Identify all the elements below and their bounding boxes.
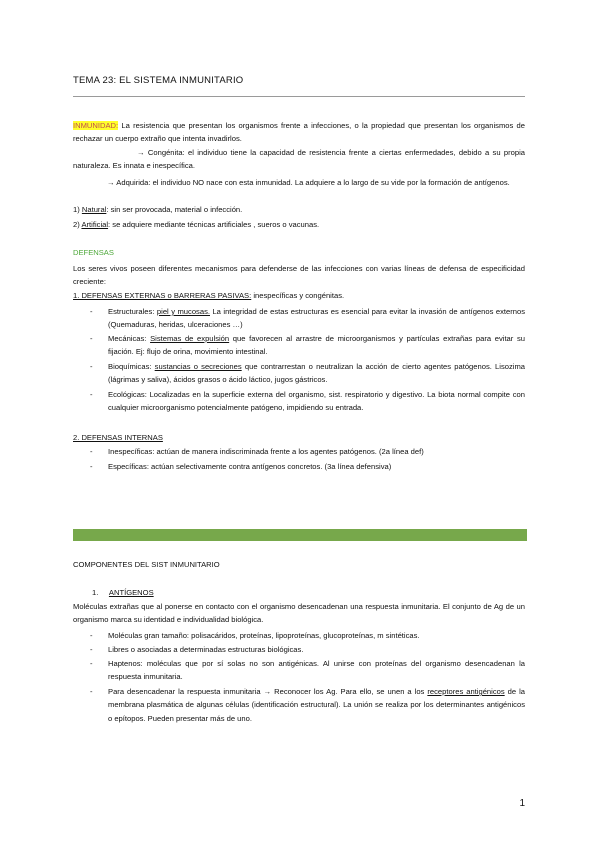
bullet-dash: - [90, 390, 93, 399]
bullet-dash: - [90, 687, 93, 696]
natural-line [73, 203, 525, 216]
bullet-dash: - [90, 362, 93, 371]
item-text-tail: La integridad de estas estructuras es esencial para evitar la invasión de antígenos externos (Quemaduras, heridas, ulceraciones …) [108, 307, 525, 330]
antigenos-number: 1. [92, 588, 99, 597]
item-underlined: sustancias o secreciones [154, 362, 242, 371]
inmunidad-text: La resistencia que presentan los organismos frente a infecciones, o la propiedad que presentan los organismos de rechazar un cuerpo extraño que intenta invadirlos. [73, 121, 525, 144]
inmunidad-label: INMUNIDAD: [73, 121, 119, 130]
list-item: Libres o asociadas a determinadas estructuras biológicas. [108, 645, 304, 654]
item-text: Para desencadenar la respuesta inmunitaria → Reconocer los Ag. Para ello, se unen a los [108, 687, 428, 696]
item-text: Bioquímicas: [108, 362, 155, 371]
adquirida-paragraph: → Adquirida: el individuo NO nace con esta inmunidad. La adquiere a lo largo de su vide por la formación de antígenos. [107, 178, 510, 187]
natural-label: Natural [81, 205, 107, 214]
artificial-label: Artificial [81, 220, 109, 229]
list-item [108, 360, 525, 387]
bullet-dash: - [90, 631, 93, 640]
natural-prefix: 1) [73, 205, 82, 214]
bullet-dash: - [90, 659, 93, 668]
item-text-tail: que contrarrestan o neutralizan la acción de cierto agentes patógenos. Lisozima (lágrimas y saliva), ácidos grasos o ácido láctico, jugos gástricos. [108, 362, 526, 385]
componentes-heading: COMPONENTES DEL SIST INMUNITARIO [73, 560, 220, 569]
artificial-prefix: 2) [73, 220, 82, 229]
bullet-dash: - [90, 447, 93, 456]
item-text: Ecológicas: Localizadas en la superficie externa del organismo, sist. respiratorio y digestivo. La biota normal compite con cualquier microorganismo potencialmente patógeno, impidiendo su entrada. [108, 390, 525, 413]
list-item: Haptenos: moléculas que por sí solas no son antigénicas. Al unirse con proteínas del organismo desencadenan la respuesta inmunitaria. [108, 659, 525, 682]
bullet-dash: - [90, 334, 93, 343]
bullet-dash: - [90, 462, 93, 471]
antigenos-intro: Moléculas extrañas que al ponerse en contacto con el organismo desencadenan una respuesta inmunitaria. El conjunto de Ag de un organismo marca su identidad e individualidad biológica. [73, 602, 525, 625]
antigenos-label: ANTÍGENOS [108, 588, 154, 597]
externas-rest: inespecíficas y congénitas. [251, 291, 345, 300]
defensas-intro: Los seres vivos poseen diferentes mecanismos para defenderse de las infecciones con varias líneas de defensa de especificidad creciente: [73, 264, 525, 287]
item-underlined: receptores antigénicos [427, 687, 505, 696]
antigenos-heading [92, 586, 522, 599]
bullet-dash: - [90, 645, 93, 654]
list-item [108, 685, 525, 725]
natural-text: : sin ser provocada, material o infección. [106, 205, 243, 214]
inmunidad-paragraph [73, 119, 525, 146]
list-item: Específicas: actúan selectivamente contra antígenos concretos. (3a línea defensiva) [108, 462, 392, 471]
list-item: Moléculas gran tamaño: polisacáridos, proteínas, lipoproteínas, glucoproteínas, m sintéticas. [108, 631, 420, 640]
list-item [108, 332, 525, 359]
list-item [108, 305, 525, 332]
item-text-tail: que favorecen al arrastre de microorganismos y partículas extrañas para evitar su fijación. Ej: flujo de orina, movimiento intestinal. [108, 334, 525, 357]
item-underlined: Sistemas de expulsión [150, 334, 230, 343]
internas-heading-text: 2. DEFENSAS INTERNAS [73, 433, 163, 442]
artificial-line [73, 218, 525, 231]
artificial-text: : se adquiere mediante técnicas artificiales , sueros o vacunas. [108, 220, 320, 229]
item-text: Estructurales: [108, 307, 157, 316]
bullet-dash: - [90, 307, 93, 316]
item-text-tail: de la membrana plasmática de algunas células (identificación estructural). La unión se realiza por los determinantes antigénicos o epítopos. Pueden presentar más de uno. [108, 687, 526, 723]
list-item: Inespecíficas: actúan de manera indiscriminada frente a los agentes patógenos. (2a línea def) [108, 447, 424, 456]
section-divider-band [73, 529, 527, 541]
item-text: Mecánicas: [108, 334, 151, 343]
externas-heading-line [73, 289, 525, 302]
item-underlined: piel y mucosas. [156, 307, 210, 316]
defensas-heading: DEFENSAS [73, 248, 114, 257]
list-item [108, 388, 525, 415]
congenita-paragraph: → Congénita: el individuo tiene la capacidad de resistencia frente a ciertas enfermedades, debido a su propia naturaleza. Es innata e inespecífica. [73, 148, 525, 171]
title-divider [73, 96, 525, 97]
internas-heading [73, 431, 525, 444]
page-title: TEMA 23: EL SISTEMA INMUNITARIO [73, 75, 244, 86]
page-number: 1 [519, 798, 525, 809]
externas-heading: 1. DEFENSAS EXTERNAS o BARRERAS PASIVAS: [73, 291, 252, 300]
